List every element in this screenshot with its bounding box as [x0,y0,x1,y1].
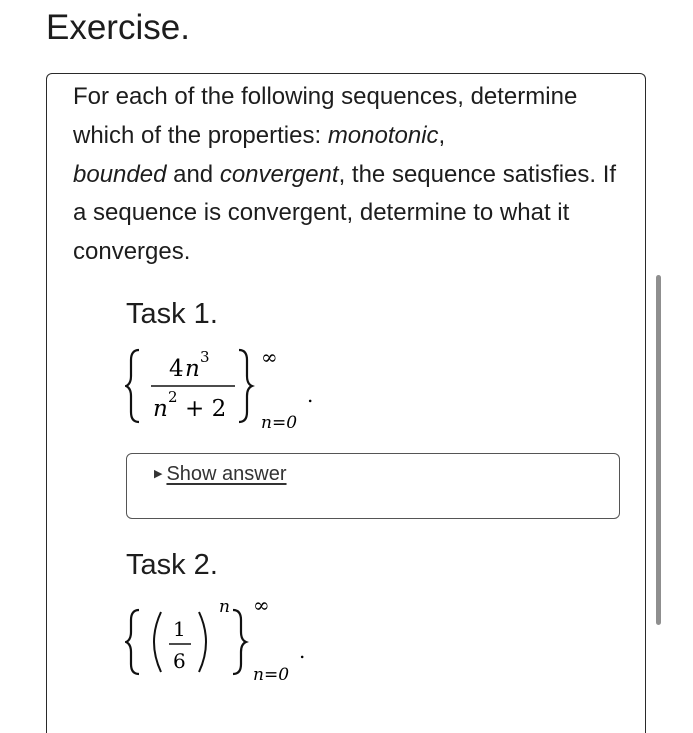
t1-num-coef: 4 [169,356,184,382]
show-answer-toggle[interactable] [154,463,287,486]
page-title: Exercise. [46,8,190,47]
t2-sub: n=0 [253,665,290,685]
exercise-description: For each of the following sequences, determine which of the properties: monotonic, bounded and convergent, the sequence satisfies. If a sequence is convergent, determine to what it converges. [73,83,617,266]
property-monotonic: monotonic [327,121,439,149]
t2-sup: ∞ [253,593,270,617]
t2-end: . [299,639,306,663]
t1-num-exp: 3 [200,348,210,366]
exercise-box [46,73,646,733]
answer-box [126,453,620,519]
t1-den-var: n [153,396,168,422]
t1-sub: n=0 [261,413,298,432]
t2-exp: n [219,597,230,617]
property-bounded: bounded [73,160,167,188]
task-1-title: Task 1. [126,298,218,330]
t1-den-rest: + 2 [185,396,227,422]
t2-num: 1 [173,617,186,641]
t1-sup: ∞ [261,345,278,369]
show-answer-label: Show answer [166,463,287,485]
t1-num-var: n [185,356,200,382]
task-1-formula [125,336,365,432]
vertical-scrollbar[interactable] [656,275,661,625]
t1-den-exp: 2 [168,388,178,406]
task-2-title: Task 2. [126,549,218,581]
t1-end: . [307,383,314,407]
task-2-formula [125,586,365,686]
disclosure-triangle-icon: ▶ [154,468,163,480]
property-convergent: convergent [219,160,339,188]
t2-den: 6 [173,649,186,673]
